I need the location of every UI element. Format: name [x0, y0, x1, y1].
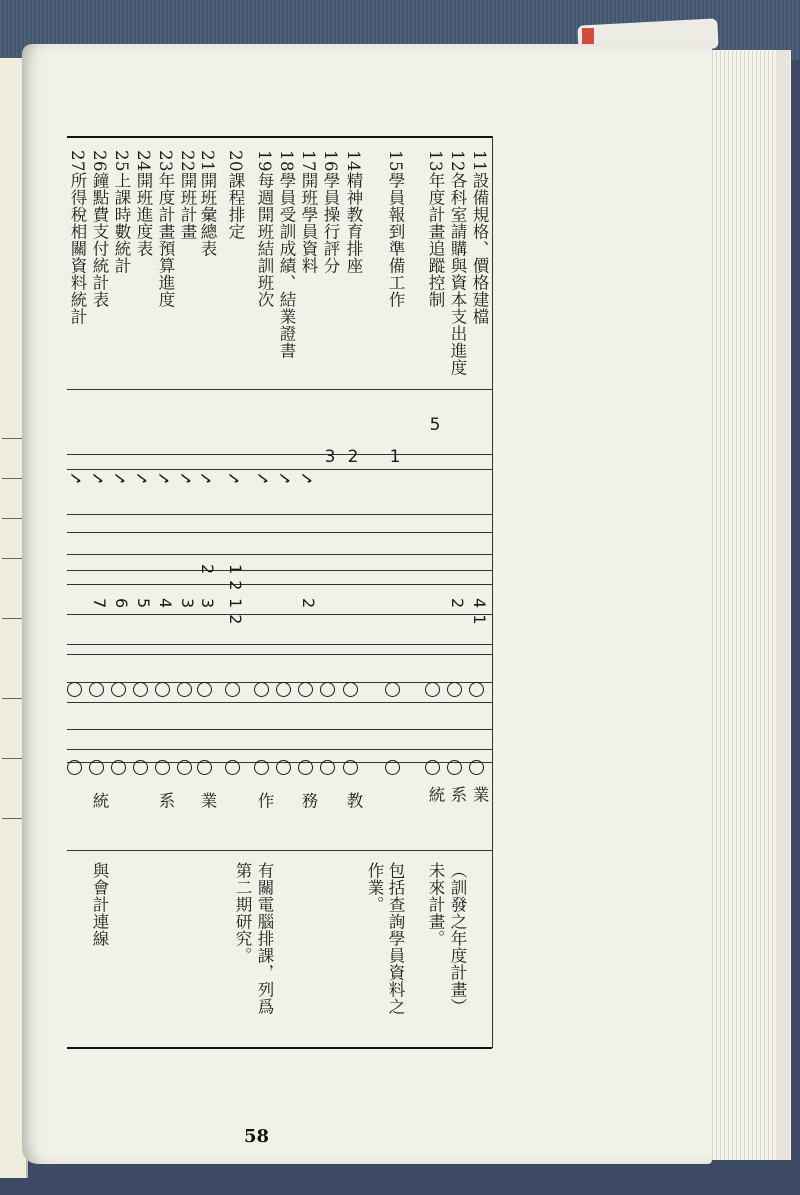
unit-label: 統	[90, 792, 109, 809]
circle-mark	[276, 760, 291, 775]
count-col-4: 1 2	[226, 564, 245, 591]
circle-mark	[225, 682, 240, 697]
circle-mark	[67, 682, 82, 697]
row-label: 21開班彙總表	[198, 150, 217, 257]
circle-mark	[111, 760, 126, 775]
unit-label: 作	[255, 792, 274, 809]
unit-label: 業	[198, 792, 217, 809]
check-mark: ✓	[133, 470, 153, 486]
circle-mark	[320, 682, 335, 697]
row-label: 25上課時數統計	[112, 150, 131, 274]
circle-mark	[385, 760, 400, 775]
circle-mark	[254, 760, 269, 775]
table-rule	[67, 570, 492, 571]
count-col-5: 6	[112, 598, 131, 609]
check-mark: ✓	[254, 470, 274, 486]
unit-label: 系	[156, 792, 175, 809]
note-note2-line2: 作業。	[365, 862, 384, 913]
table-rule	[67, 454, 492, 455]
circle-mark	[469, 682, 484, 697]
row-label: 11設備規格、價格建檔	[470, 150, 489, 325]
circle-mark	[155, 760, 170, 775]
page-block-side	[776, 50, 790, 1160]
count-col-5: 1 2	[226, 598, 245, 625]
circle-mark	[447, 682, 462, 697]
note-note4: 與會計連線	[90, 862, 109, 947]
row-label: 27所得稅相關資料統計	[68, 150, 87, 325]
table-bottom-border	[67, 1047, 492, 1049]
count-col-4: 2	[198, 564, 217, 575]
right-border	[492, 136, 493, 1048]
unit-label: 務	[299, 792, 318, 809]
circle-mark	[67, 760, 82, 775]
row-label: 19每週開班結訓班次	[255, 150, 274, 308]
circle-mark	[177, 682, 192, 697]
circle-mark	[225, 760, 240, 775]
circle-mark	[469, 760, 484, 775]
circle-mark	[133, 682, 148, 697]
check-mark: ✓	[89, 470, 109, 486]
table-rule	[67, 644, 492, 645]
table-rule	[67, 389, 492, 390]
circle-mark	[155, 682, 170, 697]
circle-mark	[425, 682, 440, 697]
table-rule	[67, 749, 492, 750]
circle-mark	[343, 760, 358, 775]
count-col-1: 5	[429, 415, 441, 435]
circle-mark	[197, 760, 212, 775]
document-page	[22, 44, 712, 1164]
count-col-2: 1	[389, 447, 401, 467]
check-mark: ✓	[67, 470, 87, 486]
check-mark: ✓	[197, 470, 217, 486]
circle-mark	[276, 682, 291, 697]
circle-mark	[89, 682, 104, 697]
table-rule	[67, 729, 492, 730]
row-label: 12各科室請購與資本支出進度	[448, 150, 467, 376]
circle-mark	[177, 760, 192, 775]
row-label: 24開班進度表	[134, 150, 153, 257]
unit-label: 教	[344, 792, 363, 809]
circle-mark	[447, 760, 462, 775]
row-label: 22開班計畫	[178, 150, 197, 240]
count-col-5: 3	[178, 598, 197, 609]
count-col-5: 2	[299, 598, 318, 609]
circle-mark	[320, 760, 335, 775]
note-note2-line1: 包括查詢學員資料之	[386, 862, 405, 1015]
note-note3-line1: 有關電腦排課，列爲	[255, 862, 274, 1015]
unit-label: 統	[426, 786, 445, 803]
row-label: 13年度計畫追蹤控制	[426, 150, 445, 308]
count-col-5: 7	[90, 598, 109, 609]
row-label: 20課程排定	[226, 150, 245, 240]
count-col-5: 4	[156, 598, 175, 609]
row-label: 26鐘點費支付統計表	[90, 150, 109, 308]
circle-mark	[111, 682, 126, 697]
circle-mark	[343, 682, 358, 697]
row-label: 14精神教育排座	[344, 150, 363, 274]
circle-mark	[298, 682, 313, 697]
note-note3-line2: 第二期研究。	[233, 862, 252, 964]
circle-mark	[298, 760, 313, 775]
row-label: 18學員受訓成績、結業證書	[277, 150, 296, 359]
circle-mark	[254, 682, 269, 697]
check-mark: ✓	[177, 470, 197, 486]
check-mark: ✓	[155, 470, 175, 486]
table-rule	[67, 702, 492, 703]
circle-mark	[133, 760, 148, 775]
count-col-5: 5	[134, 598, 153, 609]
table-rule	[67, 850, 492, 851]
row-label: 15學員報到準備工作	[386, 150, 405, 308]
circle-mark	[197, 682, 212, 697]
count-col-5: 2	[448, 598, 467, 609]
table-rule	[67, 532, 492, 533]
check-mark: ✓	[111, 470, 131, 486]
table-rule	[67, 514, 492, 515]
unit-label: 業	[470, 786, 489, 803]
table-rule	[67, 584, 492, 585]
count-col-5: 3	[198, 598, 217, 609]
check-mark: ✓	[225, 470, 245, 486]
count-col-2: 3	[324, 447, 336, 467]
row-label: 23年度計畫預算進度	[156, 150, 175, 308]
circle-mark	[89, 760, 104, 775]
table-top-border	[67, 136, 492, 138]
row-label: 17開班學員資料	[299, 150, 318, 274]
unit-label: 系	[448, 786, 467, 803]
count-col-5: 4 1	[470, 598, 489, 625]
table-rule	[67, 654, 492, 655]
check-mark: ✓	[276, 470, 296, 486]
page-number: 58	[244, 1126, 270, 1147]
table-rule	[67, 614, 492, 615]
note-note1-line2: 未來計畫。	[426, 862, 445, 947]
note-note1-line1: （訓發之年度計畫）	[448, 862, 467, 1015]
check-mark: ✓	[298, 470, 318, 486]
table-rule	[67, 554, 492, 555]
row-label: 16學員操行評分	[321, 150, 340, 274]
circle-mark	[425, 760, 440, 775]
count-col-2: 2	[347, 447, 359, 467]
circle-mark	[385, 682, 400, 697]
